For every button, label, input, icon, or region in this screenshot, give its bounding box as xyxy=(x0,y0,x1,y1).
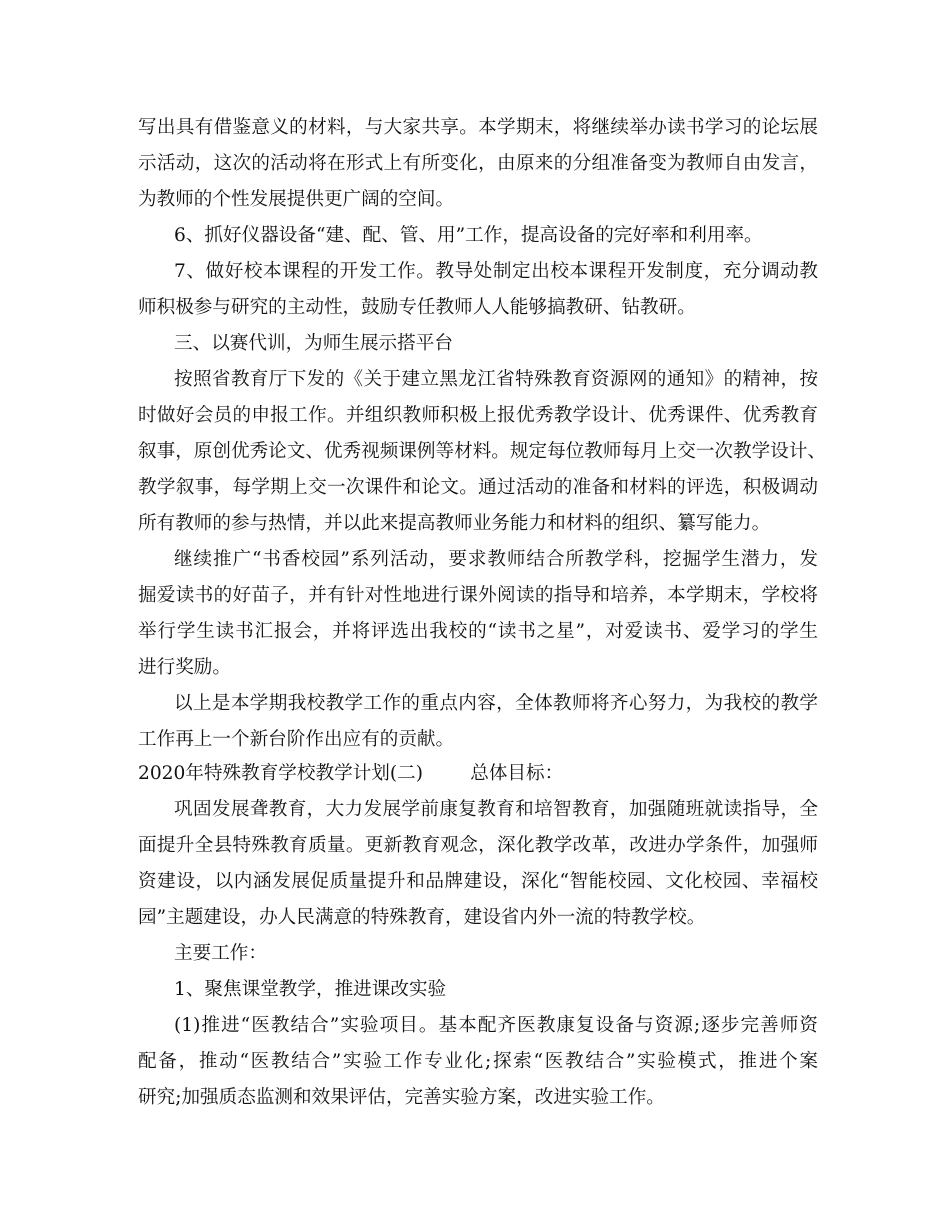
paragraph-line: 教学叙事，每学期上交一次课件和论文。通过活动的准备和材料的评选，积极调动 xyxy=(138,477,818,498)
paragraph-line: 巩固发展聋教育，大力发展学前康复教育和培智教育，加强随班就读指导，全 xyxy=(174,799,818,820)
paragraph-line: 写出具有借鉴意义的材料，与大家共享。本学期末，将继续举办读书学习的论坛展 xyxy=(138,117,818,138)
paragraph-line: 7、做好校本课程的开发工作。教导处制定出校本课程开发制度，充分调动教 xyxy=(174,261,818,282)
paragraph-line: 研究;加强质态监测和效果评估，完善实验方案，改进实验工作。 xyxy=(138,1087,665,1108)
paragraph-line: 继续推广“书香校园”系列活动，要求教师结合所教学科，挖掘学生潜力，发 xyxy=(174,549,818,570)
paragraph-line: 掘爱读书的好苗子，并有针对性地进行课外阅读的指导和培养，本学期末，学校将 xyxy=(138,585,818,606)
section-heading: 三、以赛代训，为师生展示搭平台 xyxy=(174,333,453,354)
paragraph-line: 时做好会员的申报工作。并组织教师积极上报优秀教学设计、优秀课件、优秀教育 xyxy=(138,405,818,426)
section-heading: 主要工作： xyxy=(174,943,267,964)
paragraph-line: 6、抓好仪器设备“建、配、管、用”工作，提高设备的完好率和利用率。 xyxy=(174,225,763,246)
paragraph-line: 资建设，以内涵发展促质量提升和品牌建设，深化“智能校园、文化校园、幸福校 xyxy=(138,871,818,892)
paragraph-line: 举行学生读书汇报会，并将评选出我校的“读书之星”，对爱读书、爱学习的学生 xyxy=(138,621,818,642)
paragraph-line: 进行奖励。 xyxy=(138,657,231,678)
paragraph-line: (1)推进“医教结合”实验项目。基本配齐医教康复设备与资源;逐步完善师资 xyxy=(174,1015,818,1036)
paragraph-line: 工作再上一个新台阶作出应有的贡献。 xyxy=(138,729,455,750)
paragraph-line: 示活动，这次的活动将在形式上有所变化，由原来的分组准备变为教师自由发言， xyxy=(138,153,818,174)
paragraph-line: 园”主题建设，办人民满意的特殊教育，建设省内外一流的特教学校。 xyxy=(138,907,706,928)
document-title: 2020年特殊教育学校教学计划(二) 总体目标： xyxy=(138,763,564,784)
paragraph-line: 为教师的个性发展提供更广阔的空间。 xyxy=(138,189,455,210)
section-heading: 1、聚焦课堂教学，推进课改实验 xyxy=(174,979,447,1000)
paragraph-line: 按照省教育厅下发的《关于建立黑龙江省特殊教育资源网的通知》的精神，按 xyxy=(174,369,818,390)
paragraph-line: 以上是本学期我校教学工作的重点内容，全体教师将齐心努力，为我校的教学 xyxy=(174,693,818,714)
paragraph-line: 所有教师的参与热情，并以此来提高教师业务能力和材料的组织、纂写能力。 xyxy=(138,513,771,534)
paragraph-line: 面提升全县特殊教育质量。更新教育观念，深化教学改革，改进办学条件，加强师 xyxy=(138,835,818,856)
paragraph-line: 叙事，原创优秀论文、优秀视频课例等材料。规定每位教师每月上交一次教学设计、 xyxy=(138,441,826,462)
paragraph-line: 师积极参与研究的主动性，鼓励专任教师人人能够搞教研、钻教研。 xyxy=(138,297,696,318)
paragraph-line: 配备，推动“医教结合”实验工作专业化;探索“医教结合”实验模式，推进个案 xyxy=(138,1051,818,1072)
